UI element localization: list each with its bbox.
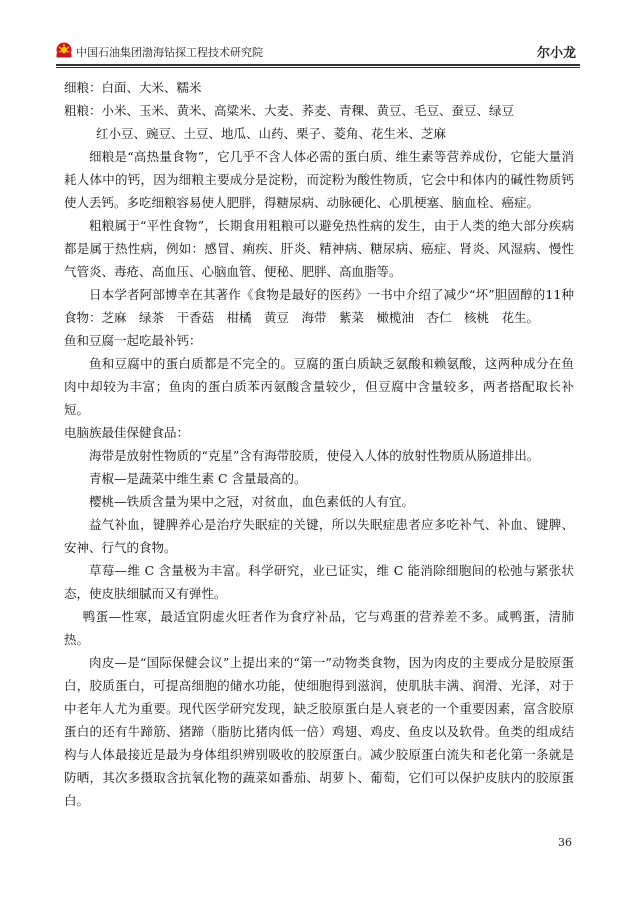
insomnia-paragraph: 益气补血，键脾养心是治疗失眠症的关键，所以失眠症患者应多吃补气、补血、键脾、安神、行气的食物。	[64, 517, 574, 555]
header-rule	[56, 64, 580, 68]
pork-skin-paragraph: 肉皮—是“国际保健会议”上提出来的“第一”动物类食物，因为肉皮的主要成分是胶原蛋白，胶质蛋白，可提高细胞的储水功能，使细胞得到滋润，使肌肤丰满、润滑、光泽，对于中老年人尤为重要。现代医学研究发现，缺乏胶原蛋白是人衰老的一个重要因素，富含胶原蛋白的还有牛蹄筋、猪蹄（脂肪比猪肉低一倍）鸡翅、鸡皮、鱼皮以及软骨。鱼类的组成结构与人体最接近是最为身体组织辨别吸收的胶原蛋白。减少胶原蛋白流失和老化第一条就是防晒，其次多摄取含抗氧化物的蔬菜如番茄、胡萝卜、葡萄，它们可以保护皮肤内的胶原蛋白。	[64, 655, 574, 808]
strawberry-paragraph: 草莓—维 C 含量极为丰富。科学研究，业已证实，维 C 能消除细胞间的松弛与紧张状态，使皮肤细腻而又有弹性。	[64, 563, 574, 601]
document-body	[64, 76, 574, 812]
organization-name: 中国石油集团渤海钻探工程技术研究院	[76, 46, 263, 59]
coarse-grains-paragraph: 粗粮属于“平性食物”，长期食用粗粮可以避免热性病的发生，由于人类的绝大部分疾病都是属于热性病，例如：感冒、痢疾、肝炎、精神病、糖尿病、癌症、肾炎、风湿病、慢性气管炎、毒疮、高血压、心脑血管、便秘、肥胖、高血脂等。	[64, 218, 574, 279]
kelp-paragraph: 海带是放射性物质的“克星”含有海带胶质，使侵入人体的放射性物质从肠道排出。	[89, 448, 540, 463]
computer-users-heading: 电脑族最佳保健食品：	[64, 425, 190, 440]
green-pepper-paragraph: 青椒—是蔬菜中维生素 C 含量最高的。	[89, 471, 307, 486]
duck-egg-paragraph: 鸭蛋—性寒，最适宜阴虚火旺者作为食疗补品，它与鸡蛋的营养差不多。咸鸭蛋，清肺热。	[64, 609, 574, 647]
page-number: 36	[558, 836, 572, 849]
fish-tofu-paragraph: 鱼和豆腐中的蛋白质都是不完全的。豆腐的蛋白质缺乏氨酸和赖氨酸，这两种成分在鱼肉中却较为丰富；鱼肉的蛋白质苯丙氨酸含量较少，但豆腐中含量较多，两者搭配取长补短。	[64, 356, 574, 417]
author-name: 尔小龙	[536, 46, 576, 61]
fish-tofu-heading: 鱼和豆腐一起吃最补钙：	[64, 333, 202, 348]
coarse-grains-line: 粗粮：小米、玉米、黄米、高粱米、大麦、荞麦、青稞、黄豆、毛豆、蚕豆、绿豆	[64, 103, 515, 118]
page-header	[56, 40, 576, 66]
cholesterol-foods-paragraph: 日本学者阿部博幸在其著作《食物是最好的医药》一书中介绍了减少“坏”胆固醇的11种食物：芝麻 绿茶 干香菇 柑橘 黄豆 海带 紫菜 橄榄油 杏仁 核桃 花生。	[64, 287, 574, 325]
fine-grains-paragraph: 细粮是“高热量食物”，它几乎不含人体必需的蛋白质、维生素等营养成份，它能大量消耗人体中的钙，因为细粮主要成分是淀粉，而淀粉为酸性物质，它会中和体内的碱性物质钙使人丢钙。多吃细粮容易使人肥胖，得糖尿病、动脉硬化、心肌梗塞、脑血栓、癌症。	[64, 149, 574, 210]
cherry-paragraph: 樱桃—铁质含量为果中之冠，对贫血，血色素低的人有宜。	[89, 494, 415, 509]
fine-grains-line: 细粮：白面、大米、糯米	[64, 80, 202, 95]
coarse-grains-continued: 红小豆、豌豆、土豆、地瓜、山药、栗子、菱角、花生米、芝麻	[96, 126, 447, 141]
cnpc-logo-icon	[56, 42, 72, 58]
